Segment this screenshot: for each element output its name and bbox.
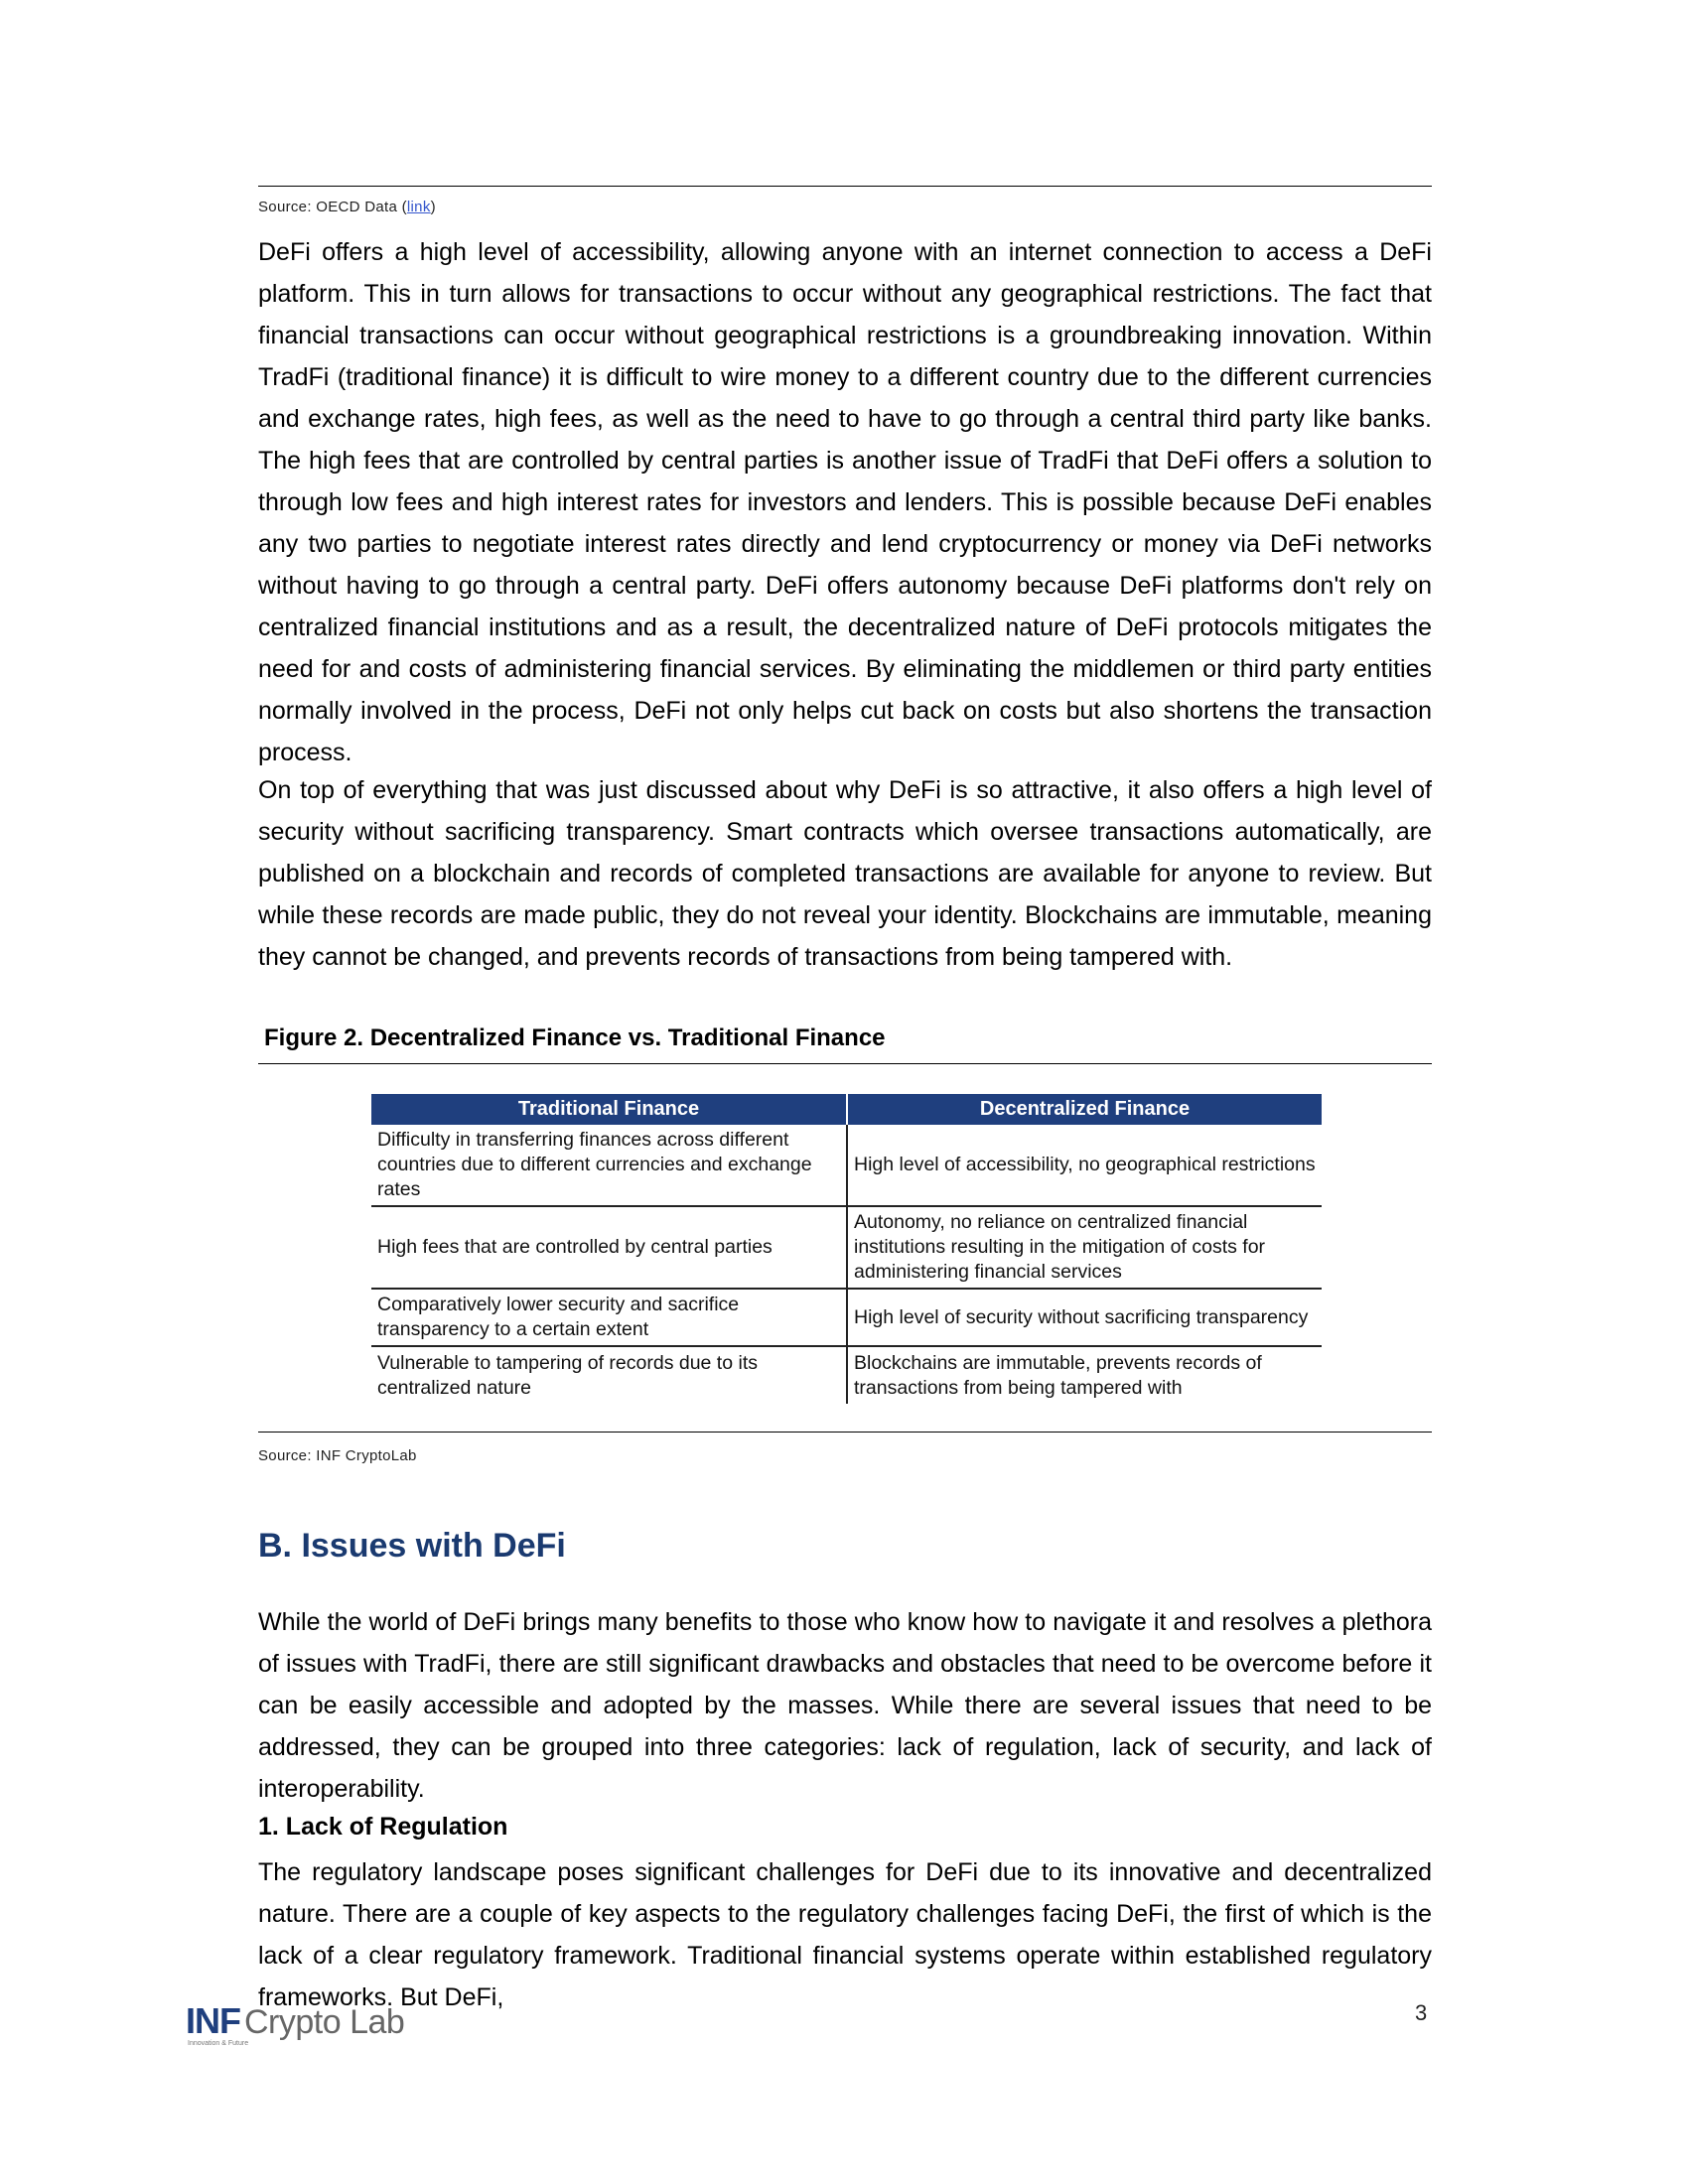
source-oecd bbox=[258, 199, 436, 215]
header-decentralized-finance: Decentralized Finance bbox=[847, 1094, 1322, 1125]
comparison-table bbox=[371, 1094, 1322, 1404]
cell-traditional: Vulnerable to tampering of records due to its centralized nature bbox=[371, 1346, 847, 1404]
source-close: ) bbox=[430, 199, 436, 215]
cell-traditional: Comparatively lower security and sacrifice transparency to a certain extent bbox=[371, 1289, 847, 1346]
subheading-lack-of-regulation: 1. Lack of Regulation bbox=[258, 1813, 508, 1841]
cell-traditional: High fees that are controlled by central parties bbox=[371, 1206, 847, 1289]
cell-decentralized: High level of accessibility, no geographical restrictions bbox=[847, 1125, 1322, 1206]
cell-decentralized: Autonomy, no reliance on centralized financial institutions resulting in the mitigation of costs for administering financial services bbox=[847, 1206, 1322, 1289]
figure-title: Figure 2. Decentralized Finance vs. Traditional Finance bbox=[264, 1024, 886, 1051]
source-cryptolab: Source: INF CryptoLab bbox=[258, 1447, 417, 1464]
top-divider bbox=[258, 186, 1432, 187]
cell-decentralized: Blockchains are immutable, prevents records of transactions from being tampered with bbox=[854, 1351, 1262, 1399]
section-heading: B. Issues with DeFi bbox=[258, 1527, 566, 1565]
source-label: Source: OECD Data ( bbox=[258, 199, 407, 215]
source-link[interactable]: link bbox=[406, 199, 431, 215]
cell-traditional: Difficulty in transferring finances across different countries due to different currencies and exchange rates bbox=[371, 1125, 847, 1206]
table-row bbox=[371, 1289, 1322, 1346]
table-row bbox=[371, 1125, 1322, 1206]
table-row bbox=[371, 1206, 1322, 1289]
table-header-row bbox=[371, 1094, 1322, 1125]
logo-cryptolab: Crypto Lab bbox=[244, 2003, 405, 2041]
logo-inf: INF bbox=[186, 2000, 240, 2041]
paragraph-issues-intro: While the world of DeFi brings many benefits to those who know how to navigate it and resolves a plethora of issues with TradFi, there are still significant drawbacks and obstacles that need to be overcome before it can be easily accessible and adopted by the masses. While there are several issues that need to be addressed, they can be grouped into three categories: lack of regulation, lack of security, and lack of interoperability. bbox=[258, 1608, 1432, 1803]
table-row bbox=[371, 1346, 1322, 1404]
figure-bottom-rule bbox=[258, 1432, 1432, 1433]
paragraph-regulation: The regulatory landscape poses significant challenges for DeFi due to its innovative and decentralized nature. There are a couple of key aspects to the regulatory challenges facing DeFi, the first of which is the lack of a clear regulatory framework. Traditional financial systems operate within established regulatory frameworks. But DeFi, bbox=[258, 1858, 1432, 2011]
inf-cryptolab-logo bbox=[186, 2000, 404, 2050]
header-traditional-finance: Traditional Finance bbox=[371, 1094, 847, 1125]
figure-top-rule bbox=[258, 1063, 1432, 1064]
logo-tagline: Innovation & Future bbox=[188, 2040, 249, 2047]
paragraph-accessibility: DeFi offers a high level of accessibility, allowing anyone with an internet connection to access a DeFi platform. This in turn allows for transactions to occur without any geographical restrictions. The fact that financial transactions can occur without geographical restrictions is a groundbreaking innovation. Within TradFi (traditional finance) it is difficult to wire money to a different country due to the different currencies and exchange rates, high fees, as well as the need to have to go through a central third party like banks. The high fees that are controlled by central parties is another issue of TradFi that DeFi offers a solution to through low fees and high interest rates for investors and lenders. This is possible because DeFi enables any two parties to negotiate interest rates directly and lend cryptocurrency or money via DeFi networks without having to go through a central party. DeFi offers autonomy because DeFi platforms don't rely on centralized financial institutions and as a result, the decentralized nature of DeFi protocols mitigates the need for and costs of administering financial services. By eliminating the middlemen or third party entities normally involved in the process, DeFi not only helps cut back on costs but also shortens the transaction process. bbox=[258, 238, 1432, 766]
page-number: 3 bbox=[1415, 2000, 1428, 2025]
cell-decentralized: High level of security without sacrificing transparency bbox=[847, 1289, 1322, 1346]
paragraph-security: On top of everything that was just discussed about why DeFi is so attractive, it also offers a high level of security without sacrificing transparency. Smart contracts which oversee transactions automatically, are published on a blockchain and records of completed transactions are available for anyone to review. But while these records are made public, they do not reveal your identity. Blockchains are immutable, meaning they cannot be changed, and prevents records of transactions from being tampered with. bbox=[258, 776, 1432, 971]
